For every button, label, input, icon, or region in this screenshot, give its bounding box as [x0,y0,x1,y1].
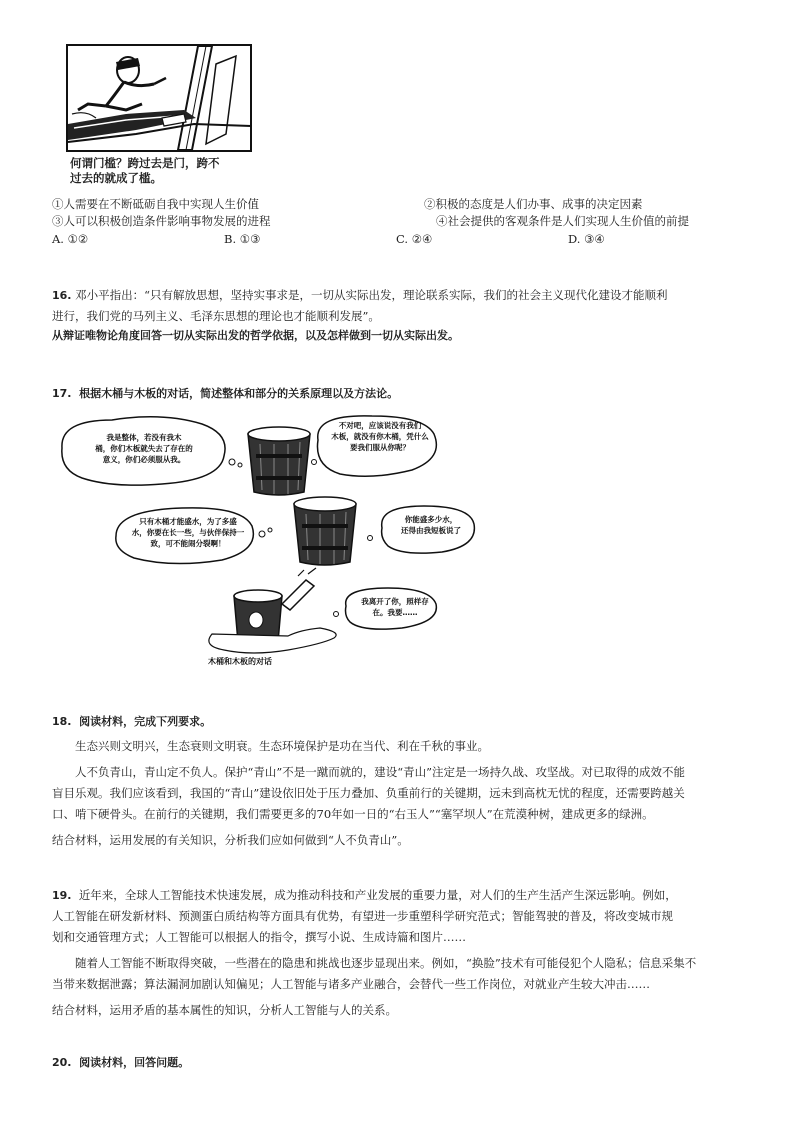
q16-number: 16. [52,289,72,302]
q18-paragraph-1: 生态兴则文明兴，生态衰则文明衰。生态环境保护是功在当代、利在千秋的事业。 [75,739,489,753]
q19-paragraph-2-line-2: 当带来数据泄露；算法漏洞加剧认知偏见；人工智能与诸多产业融合，会替代一些工作岗位，对就业产生较大冲击…… [52,977,650,991]
bubble-4-line-2: 还得由我短板说了 [401,526,461,535]
bubble-barrel-2 [118,516,258,549]
q15-statement-2: ②积极的态度是人们办事、成事的决定因素 [424,197,643,211]
q18-paragraph-2-line-2: 盲目乐观。我们应该看到，我国的“青山”建设依旧处于压力叠加、负重前行的关键期，远未到高枕无忧的程度，还需要跨越关 [52,786,685,800]
q19-paragraph-1-line-1: 近年来，全球人工智能技术快速发展，成为推动科技和产业发展的重要力量，对人们的生产生活产生深远影响。例如， [78,888,677,902]
q15-cartoon-caption [70,156,260,186]
bubble-3-line-3: 致，可不能闹分裂啊！ [150,539,226,548]
bubble-4-line-1: 你能盛多少水， [404,515,458,524]
q15-statement-3: ③人可以积极创造条件影响事物发展的进程 [52,214,271,228]
q17-illustration-caption: 木桶和木板的对话 [208,657,272,666]
bubble-5-line-1: 我离开了你，照样存 [361,597,429,606]
q18-prompt: 阅读材料，完成下列要求。 [79,715,212,728]
bubble-plank-1 [318,420,442,453]
q20-heading [52,1054,189,1070]
q20-prompt: 阅读材料，回答问题。 [79,1056,190,1069]
bubble-1-line-3: 意义，你们必须服从我。 [102,455,186,464]
q18-paragraph-2-line-1: 人不负青山，青山定不负人。保护“青山”不是一蹴而就的，建设“青山”注定是一场持久战、攻坚战。对已取得的成效不能 [75,765,686,779]
q15-option-c[interactable]: C. ②④ [396,232,433,246]
q15-option-b[interactable]: B. ①③ [224,232,261,246]
bubble-3-line-1: 只有木桶才能盛水，为了多盛 [139,517,237,526]
q19-paragraph-1-line-3: 划和交通管理方式；人工智能可以根据人的指令，撰写小说、生成诗篇和图片…… [52,930,466,944]
q16-prompt: 从辩证唯物论角度回答一切从实际出发的哲学依据，以及怎样做到一切从实际出发。 [52,329,459,342]
q16-line-1: 邓小平指出：“只有解放思想，坚持实事求是，一切从实际出发，理论联系实际，我们的社会主义现代化建设才能顺利 [75,288,668,302]
caption-line-2: 过去的就成了槛。 [70,171,162,185]
bubble-2-line-3: 要我们服从你呢？ [350,443,410,452]
q18-material [52,736,752,851]
q16-text [52,285,752,345]
bubble-1-line-2: 桶，你们木板就失去了存在的 [95,444,193,453]
q15-cartoon [66,44,252,152]
q19-paragraph-1-line-2: 人工智能在研发新材料、预测蛋白质结构等方面具有优势，有望进一步重塑科学研究范式；智能驾驶的普及，将改变城市规 [52,909,673,923]
caption-line-1: 何谓门槛？跨过去是门，跨不 [70,156,220,170]
q19-paragraph-2-line-1: 随着人工智能不断取得突破，一些潜在的隐患和挑战也逐步显现出来。例如，“换脸”技术有可能侵犯个人隐私；信息采集不 [75,956,697,970]
q18-number: 18. [52,715,72,728]
q17-prompt: 根据木桶与木板的对话，简述整体和部分的关系原理以及方法论。 [79,387,399,400]
q19-task: 结合材料，运用矛盾的基本属性的知识，分析人工智能与人的关系。 [52,1003,397,1017]
bubble-plank-2 [350,596,440,618]
q15-option-d[interactable]: D. ③④ [568,232,605,246]
bubble-2-line-2: 木板，就没有你木桶，凭什么 [331,432,429,441]
bubble-1-line-1: 我是整体，若没有我木 [106,433,182,442]
q18-task: 结合材料，运用发展的有关知识，分析我们应如何做到“人不负青山”。 [52,833,409,847]
q17-number: 17. [52,387,72,400]
q19-number: 19. [52,889,72,902]
bubble-barrel-1 [68,432,220,465]
q18-paragraph-2-line-3: 口、啃下硬骨头。在前行的关键期，我们需要更多的70年如一日的“右玉人”“塞罕坝人”在荒漠种树，建成更多的绿洲。 [52,807,654,821]
q15-statement-1: ①人需要在不断砥砺自我中实现人生价值 [52,197,259,211]
q16-line-2: 进行，我们党的马列主义、毛泽东思想的理论也才能顺利发展”。 [52,309,380,323]
q19-material [52,885,752,1021]
q15-option-a[interactable]: A. ①② [52,232,89,246]
bubble-5-line-2: 在。我要…… [372,608,418,617]
bubble-short-plank [384,514,478,536]
q15-statement-4: ④社会提供的客观条件是人们实现人生价值的前提 [436,214,689,228]
q20-number: 20. [52,1056,72,1069]
bubble-2-line-1: 不对吧，应该说没有我们 [338,421,422,430]
q18-heading [52,713,211,729]
doorsill-cartoon-illustration [66,44,252,152]
q17-heading [52,385,398,401]
bubble-3-line-2: 水，你要在长一些，与伙伴保持一 [131,528,245,537]
